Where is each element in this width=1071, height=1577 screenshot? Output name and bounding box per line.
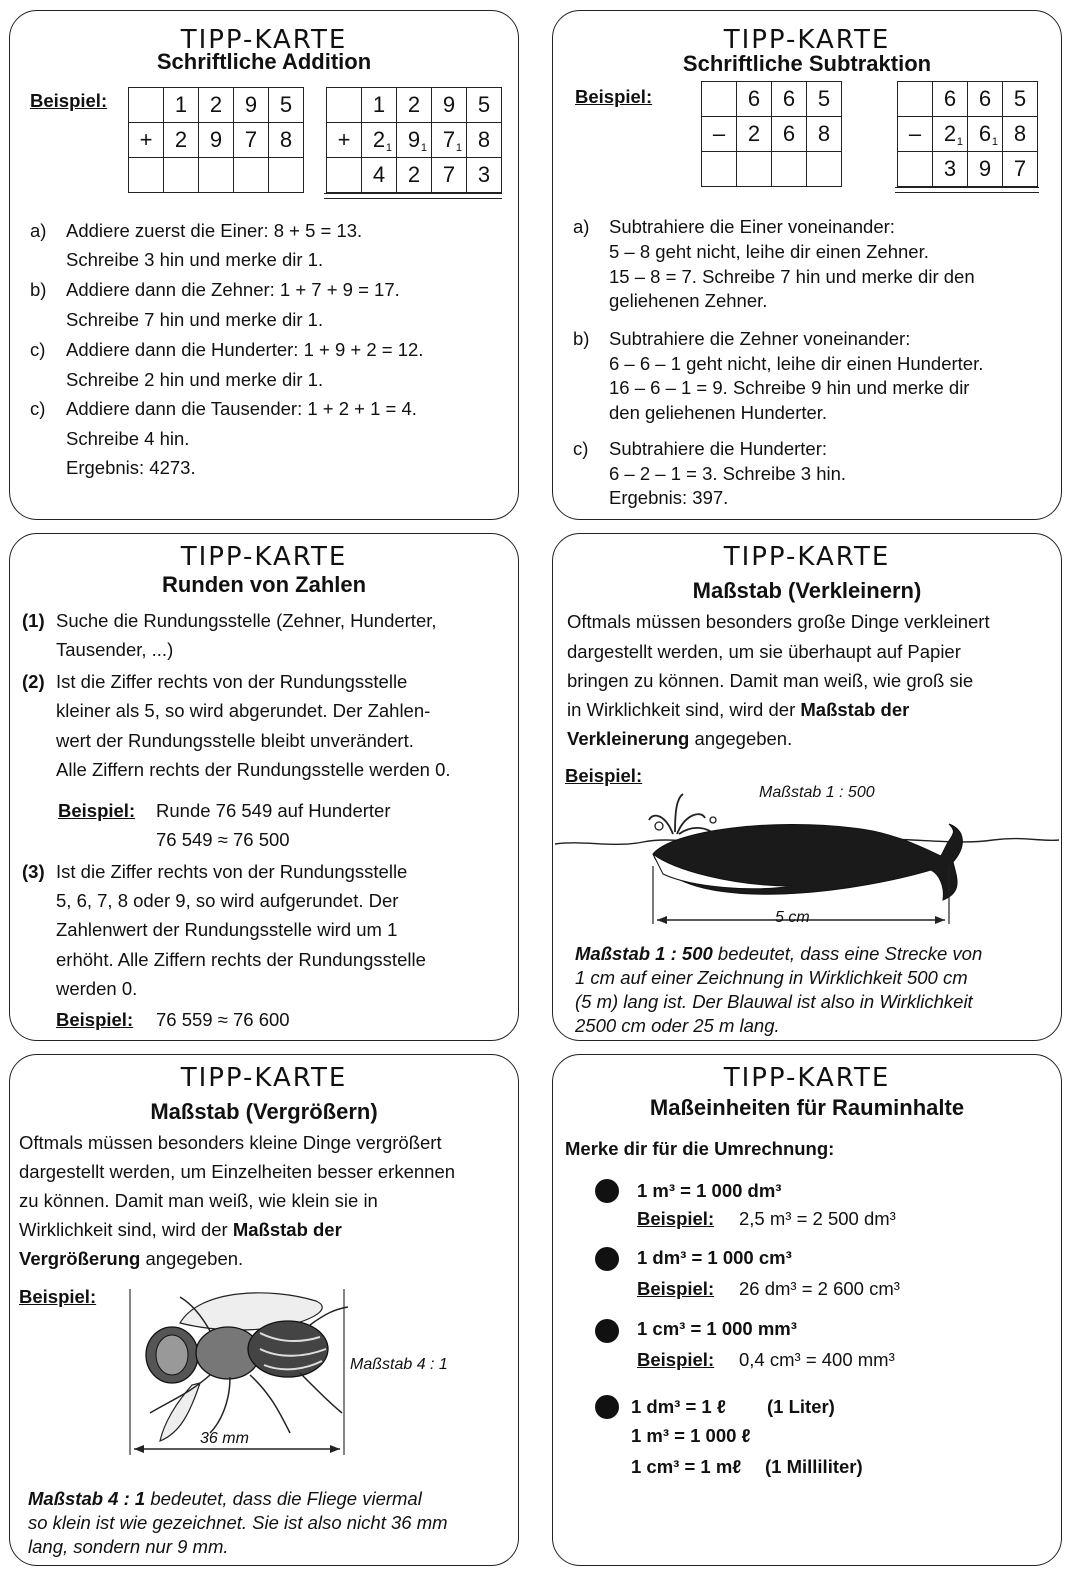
step-text: 5 – 8 geht nicht, leihe dir einen Zehner. [609,241,929,262]
card-subtraction [552,10,1062,520]
step-text: 6 – 2 – 1 = 3. Schreibe 3 hin. [609,463,847,484]
step-text: Ergebnis: 4273. [66,457,196,478]
scale-label: Maßstab 4 : 1 [350,1356,448,1373]
bullet-dot [595,1247,619,1271]
digit: + [337,127,351,152]
grid-cell: 9 [432,88,467,123]
grid-cell [1003,117,1038,152]
intro-text: dargestellt werden, um Einzelheiten besser erkennen [19,1161,456,1182]
card-subtitle: Maßstab (Vergrößern) [150,1099,378,1124]
example-label: Beispiel: [56,1009,134,1030]
grid-cell [467,123,502,158]
step-text: geliehenen Zehner. [609,290,768,311]
intro-bold: Verkleinerung [567,728,690,749]
step-text: Addiere dann die Zehner: 1 + 7 + 9 = 17. [66,279,400,300]
grid-cell [968,117,1003,152]
digit: 8 [477,127,491,152]
grid-cell: 5 [807,82,842,117]
bullet-dot [595,1395,619,1419]
scale-label: Maßstab 1 : 500 [759,784,875,801]
note-text: bedeutet, dass eine Strecke von [717,943,983,964]
grid-cell: 6 [737,82,772,117]
rule-marker: (3) [22,861,45,882]
grid-cell: 5 [467,88,502,123]
card-subtitle: Schriftliche Subtraktion [682,51,932,76]
grid-cell [269,158,304,193]
intro-text-line [567,698,909,722]
step-marker: a) [30,220,47,241]
rule-text: erhöht. Alle Ziffern rechts der Rundungsstelle [56,949,426,970]
intro-text: in Wirklichkeit sind, wird der [567,699,796,720]
grid-cell: 7 [1003,152,1038,187]
intro-text-line [19,1218,342,1242]
step-marker: a) [573,216,590,237]
step-text: Schreibe 2 hin und merke dir 1. [66,369,324,390]
addition-grid-solved [326,87,502,193]
borrow-digit: 1 [956,136,963,148]
note-text: lang, sondern nur 9 mm. [28,1536,229,1557]
step-marker: c) [573,438,589,459]
rule-note: (1 Liter) [767,1396,835,1417]
example-text: 76 549 ≈ 76 500 [156,829,290,850]
example-label: Beispiel: [637,1349,715,1370]
step-text: den geliehenen Hunderter. [609,402,828,423]
bullet-dot [595,1179,619,1203]
card-rounding [9,533,519,1041]
step-text: Schreibe 4 hin. [66,428,190,449]
result-double-line [895,187,1039,193]
grid-cell [737,152,772,187]
grid-cell [397,123,432,158]
step-text: 15 – 8 = 7. Schreibe 7 hin und merke dir den [609,266,975,287]
grid-cell [129,158,164,193]
digit: 9 [407,127,421,152]
rule-marker: (2) [22,671,45,692]
example-text: 2,5 m³ = 2 500 dm³ [739,1208,896,1229]
grid-cell [702,82,737,117]
example-label: Beispiel: [30,90,108,111]
digit: – [908,121,922,146]
intro-bold: Maßstab der [800,699,910,720]
card-title: TIPP-KARTE [723,25,891,55]
note-text: so klein ist wie gezeichnet. Sie ist also nicht 36 mm [28,1512,448,1533]
step-text: Subtrahiere die Einer voneinander: [609,216,895,237]
intro-bold: Maßstab der [232,1219,342,1240]
grid-cell [432,123,467,158]
step-text: Subtrahiere die Hunderter: [609,438,828,459]
rule-text: werden 0. [56,978,138,999]
step-text: Schreibe 3 hin und merke dir 1. [66,249,324,270]
measure-label: 36 mm [200,1430,249,1447]
grid-cell [164,158,199,193]
rule-text: 5, 6, 7, 8 oder 9, so wird aufgerundet. Der [56,890,399,911]
grid-cell [362,123,397,158]
rule-text: 1 dm³ = 1 000 cm³ [637,1247,792,1268]
grid-cell: 7 [432,158,467,193]
note-bold: Maßstab 4 : 1 [28,1488,146,1509]
grid-cell: 2 [199,88,234,123]
card-volume-units [552,1054,1062,1566]
grid-cell: 6 [933,82,968,117]
intro-text: Oftmals müssen besonders große Dinge verkleinert [567,611,990,632]
intro-text: bringen zu können. Damit man weiß, wie groß sie [567,670,974,691]
grid-cell [933,117,968,152]
step-text: Schreibe 7 hin und merke dir 1. [66,309,324,330]
example-text: 26 dm³ = 2 600 cm³ [739,1278,900,1299]
lead-text: Merke dir für die Umrechnung: [565,1138,835,1159]
grid-cell [327,88,362,123]
grid-cell [772,152,807,187]
grid-cell: 5 [1003,82,1038,117]
rule-marker: (1) [22,610,45,631]
intro-text: dargestellt werden, um sie überhaupt auf Papier [567,641,961,662]
rule-text: Ist die Ziffer rechts von der Rundungsstelle [56,861,408,882]
note-text: (5 m) lang ist. Der Blauwal ist also in Wirklichkeit [575,991,973,1012]
subtraction-grid-solved [897,81,1038,187]
intro-text-line [567,727,792,751]
grid-cell: 5 [269,88,304,123]
intro-text-line [19,1247,243,1271]
example-label: Beispiel: [19,1286,97,1307]
step-text: Ergebnis: 397. [609,487,729,508]
grid-cell [898,82,933,117]
intro-text: angegeben. [145,1248,244,1269]
rule-text: kleiner als 5, so wird abgerundet. Der Zahlen- [56,700,431,721]
note-line [28,1487,422,1511]
grid-cell: 1 [164,88,199,123]
rule-text: Alle Ziffern rechts der Rundungsstelle werden 0. [56,759,451,780]
grid-cell: + [129,123,164,158]
grid-cell [702,152,737,187]
carry-digit: 1 [455,142,462,154]
result-double-line [324,193,502,199]
intro-bold: Vergrößerung [19,1248,141,1269]
rule-text: Zahlenwert der Rundungsstelle wird um 1 [56,919,398,940]
digit: 6 [978,121,992,146]
rule-note: (1 Milliliter) [765,1456,863,1477]
grid-cell: 2 [397,88,432,123]
digit: 2 [372,127,386,152]
card-title: TIPP-KARTE [723,1063,891,1093]
grid-cell [327,123,362,158]
grid-cell [807,152,842,187]
grid-cell: 4 [362,158,397,193]
note-text: 1 cm auf einer Zeichnung in Wirklichkeit 500 cm [575,967,968,988]
grid-cell: – [702,117,737,152]
carry-digit: 1 [385,142,392,154]
grid-cell [199,158,234,193]
grid-cell: 8 [807,117,842,152]
example-label: Beispiel: [575,86,653,107]
example-label: Beispiel: [565,765,643,786]
card-title: TIPP-KARTE [723,542,891,572]
grid-cell: 2 [164,123,199,158]
rule-text: 1 m³ = 1 000 ℓ [631,1425,751,1446]
grid-cell: 9 [199,123,234,158]
rule-text: 1 cm³ = 1 mℓ [631,1456,742,1477]
grid-cell: 2 [397,158,432,193]
step-marker: b) [573,328,590,349]
intro-text: zu können. Damit man weiß, wie klein sie in [19,1190,378,1211]
grid-cell: 7 [234,123,269,158]
rule-text: 1 m³ = 1 000 dm³ [637,1180,782,1201]
grid-cell: 2 [737,117,772,152]
step-text: Addiere dann die Hunderter: 1 + 9 + 2 = 12. [66,339,424,360]
grid-cell: 6 [968,82,1003,117]
intro-text: Oftmals müssen besonders kleine Dinge vergrößert [19,1132,442,1153]
intro-text: Wirklichkeit sind, wird der [19,1219,228,1240]
example-label: Beispiel: [637,1278,715,1299]
card-title: TIPP-KARTE [180,1063,348,1093]
card-scale-down [552,533,1062,1041]
grid-cell: 8 [269,123,304,158]
card-subtitle: Runden von Zahlen [161,572,367,597]
card-title: TIPP-KARTE [180,542,348,572]
card-scale-up [9,1054,519,1566]
grid-cell: 9 [968,152,1003,187]
borrow-digit: 1 [991,136,998,148]
rule-text: Ist die Ziffer rechts von der Rundungsstelle [56,671,408,692]
note-bold: Maßstab 1 : 500 [575,943,713,964]
card-title: TIPP-KARTE [180,25,348,55]
card-subtitle: Maßstab (Verkleinern) [692,578,922,603]
step-marker: b) [30,279,47,300]
grid-cell [898,117,933,152]
step-marker: c) [30,339,46,360]
rule-text: 1 cm³ = 1 000 mm³ [637,1318,797,1339]
grid-cell: 1 [362,88,397,123]
rule-text: 1 dm³ = 1 ℓ [631,1396,726,1417]
example-label: Beispiel: [637,1208,715,1229]
grid-cell: 3 [933,152,968,187]
step-text: 6 – 6 – 1 geht nicht, leihe dir einen Hunderter. [609,353,984,374]
carry-digit: 1 [420,142,427,154]
grid-cell [898,152,933,187]
grid-cell [129,88,164,123]
grid-cell: 6 [772,117,807,152]
bullet-dot [595,1319,619,1343]
intro-text: angegeben. [694,728,793,749]
card-addition [9,10,519,520]
digit: 7 [442,127,456,152]
card-subtitle: Maßeinheiten für Rauminhalte [649,1095,965,1120]
measure-label: 5 cm [775,909,810,926]
card-subtitle: Schriftliche Addition [156,49,372,74]
step-text: 16 – 6 – 1 = 9. Schreibe 9 hin und merke dir [609,377,970,398]
digit: 2 [943,121,957,146]
note-text: bedeutet, dass die Fliege viermal [150,1488,422,1509]
grid-cell [327,158,362,193]
example-text: Runde 76 549 auf Hunderter [156,800,391,821]
grid-cell: 6 [772,82,807,117]
grid-cell [234,158,269,193]
note-line [575,942,982,966]
step-text: Addiere zuerst die Einer: 8 + 5 = 13. [66,220,363,241]
addition-grid-empty [128,87,304,193]
step-text: Addiere dann die Tausender: 1 + 2 + 1 = 4. [66,398,417,419]
step-marker: c) [30,398,46,419]
example-text: 76 559 ≈ 76 600 [156,1009,290,1030]
subtraction-grid-empty [701,81,842,187]
step-text: Subtrahiere die Zehner voneinander: [609,328,911,349]
example-text: 0,4 cm³ = 400 mm³ [739,1349,895,1370]
example-label: Beispiel: [58,800,136,821]
rule-text: Suche die Rundungsstelle (Zehner, Hunderter, [56,610,437,631]
grid-cell: 9 [234,88,269,123]
rule-text: Tausender, ...) [56,639,174,660]
digit: 8 [1013,121,1027,146]
note-text: 2500 cm oder 25 m lang. [575,1015,780,1036]
grid-cell: 3 [467,158,502,193]
rule-text: wert der Rundungsstelle bleibt unverändert. [56,730,414,751]
